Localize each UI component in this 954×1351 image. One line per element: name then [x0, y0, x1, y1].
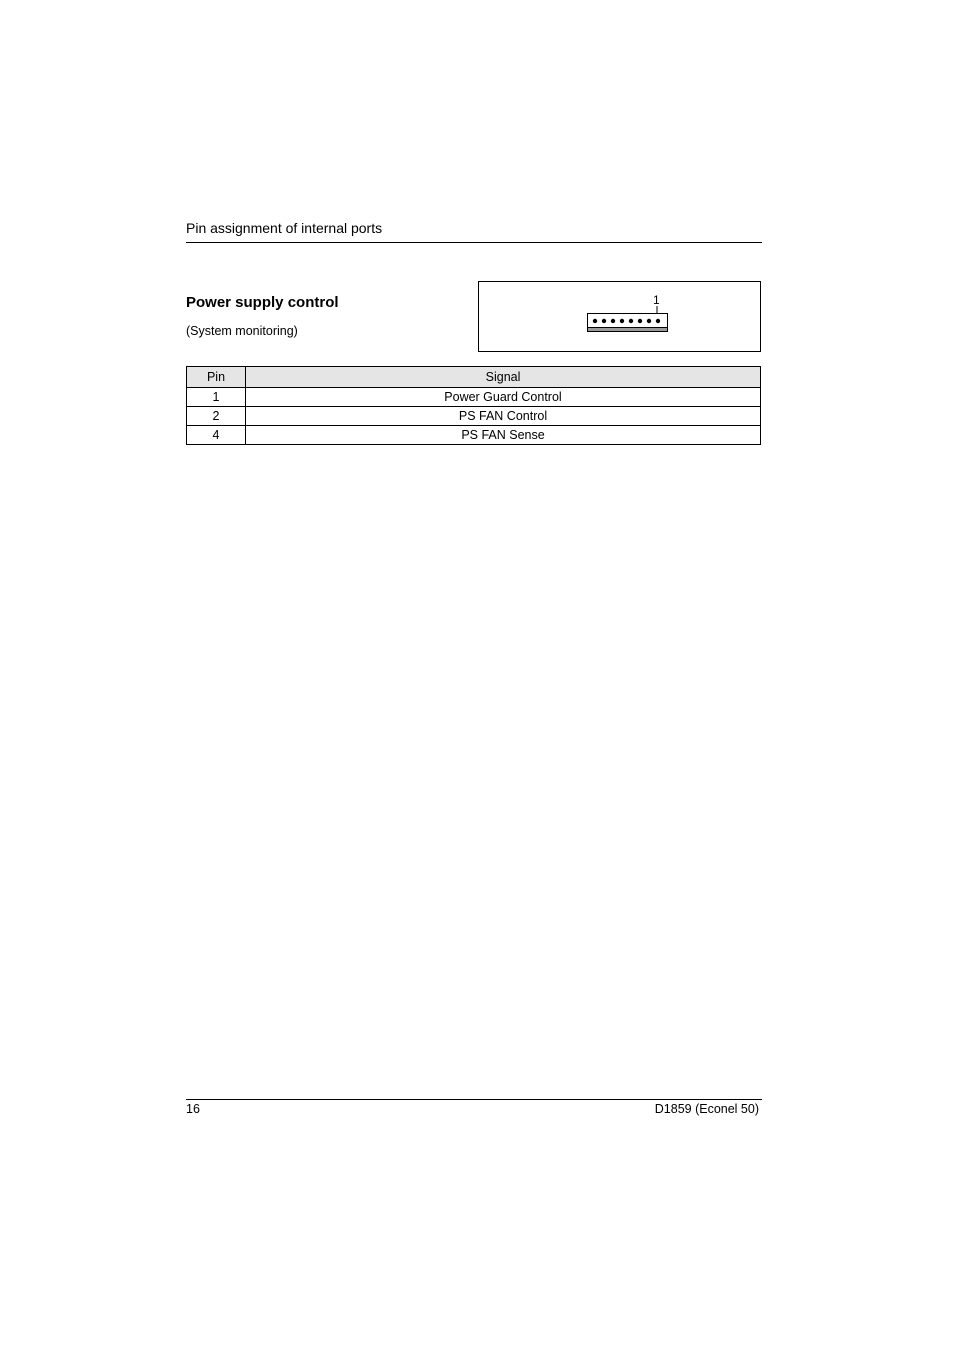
section-subtitle: (System monitoring) [186, 324, 298, 338]
connector-base [588, 328, 668, 332]
connector-pin [593, 319, 597, 323]
column-header-pin: Pin [187, 367, 246, 388]
signal-cell: PS FAN Sense [246, 426, 761, 445]
pin-cell: 4 [187, 426, 246, 445]
pin-cell: 2 [187, 407, 246, 426]
signal-cell: PS FAN Control [246, 407, 761, 426]
page-number: 16 [186, 1102, 200, 1116]
connector-pin [656, 319, 660, 323]
pin-cell: 1 [187, 388, 246, 407]
running-header [186, 219, 762, 243]
pin-one-label: 1 [653, 293, 660, 307]
column-header-signal: Signal [246, 367, 761, 388]
connector-pin [602, 319, 606, 323]
header-title: Pin assignment of internal ports [186, 220, 383, 236]
table-row [187, 407, 761, 426]
connector-pin [629, 319, 633, 323]
document-reference: D1859 (Econel 50) [654, 1102, 759, 1116]
connector-diagram [479, 282, 760, 351]
connector-pin [647, 319, 651, 323]
table-row [187, 426, 761, 445]
table-header-row [187, 367, 761, 388]
connector-pin [638, 319, 642, 323]
table-row [187, 388, 761, 407]
connector-pin [611, 319, 615, 323]
connector-figure [478, 281, 761, 352]
connector-pin [620, 319, 624, 323]
section-title: Power supply control [186, 294, 339, 311]
running-footer [186, 1099, 762, 1116]
signal-cell: Power Guard Control [246, 388, 761, 407]
pin-table [186, 366, 761, 445]
